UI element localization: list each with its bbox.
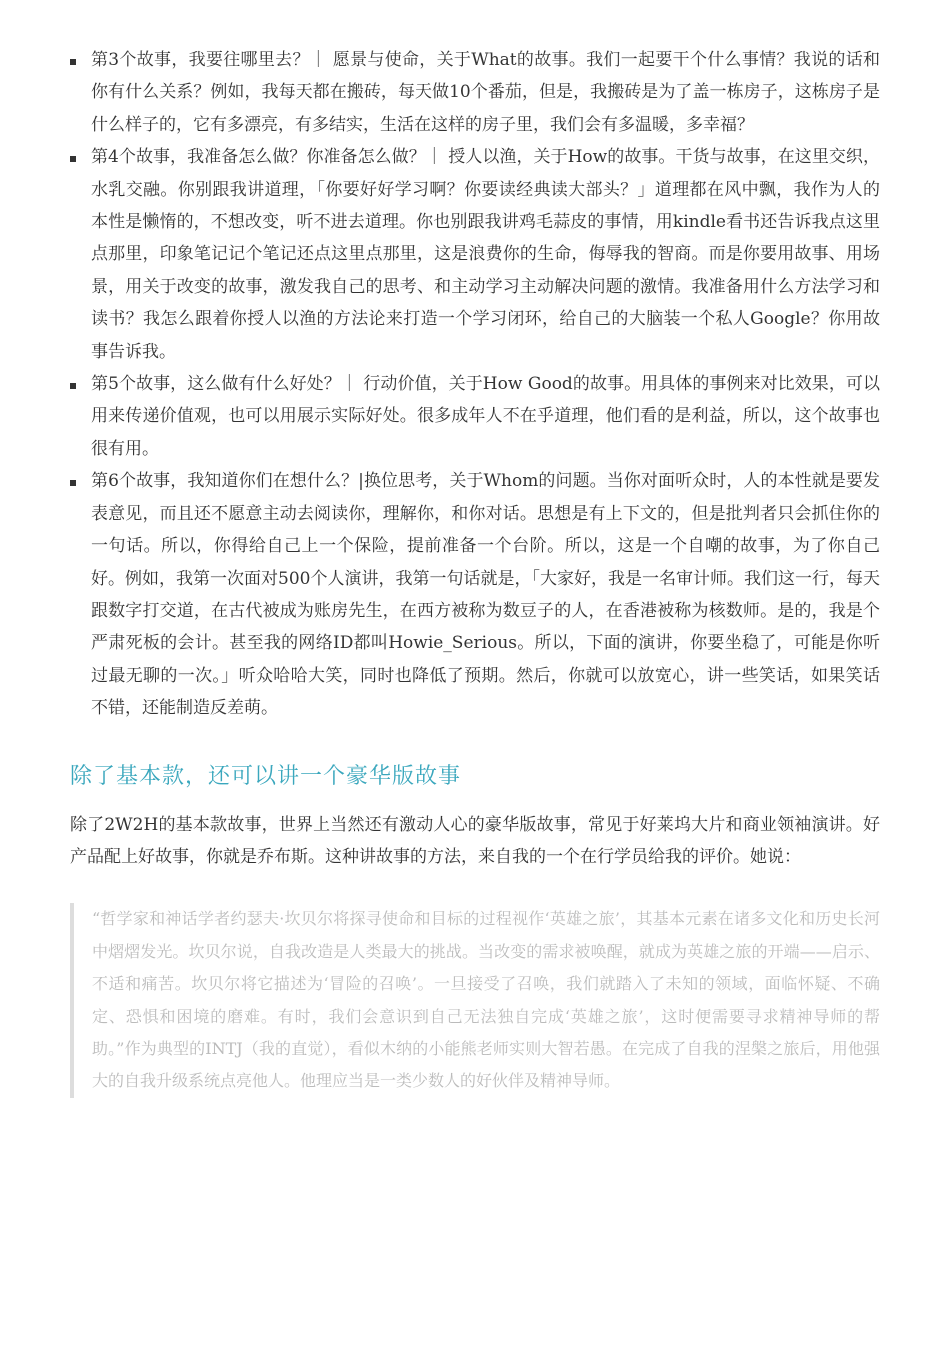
- quote-text: “哲学家和神话学者约瑟夫·坎贝尔将探寻使命和目标的过程视作‘英雄之旅’，其基本元素在诸多文化和历史长河中熠熠发光。坎贝尔说，自我改造是人类最大的挑战。当改变的需求被唤醒，就成为英雄之旅的开端——启示、不适和痛苦。坎贝尔将它描述为‘冒险的召唤’。一旦接受了召唤，我们就踏入了未知的领域，面临怀疑、不确定、恐惧和困境的磨难。有时，我们会意识到自己无法独自完成‘英雄之旅’，这时便需要寻求精神导师的帮助。”作为典型的INTJ（我的直觉），看似木纳的小能熊老师实则大智若愚。在完成了自我的涅槃之旅后，用他强大的自我升级系统点亮他人。他理应当是一类少数人的好伙伴及精神导师。: [92, 909, 880, 1091]
- list-item: [70, 44, 880, 141]
- square-bullet-icon: [70, 480, 76, 486]
- list-item-text: 第5个故事，这么做有什么好处？｜ 行动价值，关于How Good的故事。用具体的事例来对比效果，可以用来传递价值观，也可以用展示实际好处。很多成年人不在乎道理，他们看的是利益，所以，这个故事也很有用。: [91, 374, 880, 459]
- list-item: [70, 368, 880, 465]
- square-bullet-icon: [70, 156, 76, 162]
- list-item-text: 第4个故事，我准备怎么做？你准备怎么做？｜ 授人以渔，关于How的故事。干货与故事，在这里交织，水乳交融。你别跟我讲道理，「你要好好学习啊？你要读经典读大部头？」道理都在风中飘，我作为人的本性是懒惰的，不想改变，听不进去道理。你也别跟我讲鸡毛蒜皮的事情，用kindle看书还告诉我点这里点那里，印象笔记记个笔记还点这里点那里，这是浪费你的生命，侮辱我的智商。而是你要用故事、用场景，用关于改变的故事，激发我自己的思考、和主动学习主动解决问题的激情。我准备用什么方法学习和读书？我怎么跟着你授人以渔的方法论来打造一个学习闭环，给自己的大脑装一个私人Google？你用故事告诉我。: [91, 147, 880, 362]
- list-item-text: 第6个故事，我知道你们在想什么？|换位思考，关于Whom的问题。当你对面听众时，人的本性就是要发表意见，而且还不愿意主动去阅读你，理解你，和你对话。思想是有上下文的，但是批判者只会抓住你的一句话。所以，你得给自己上一个保险，提前准备一个台阶。所以，这是一个自嘲的故事，为了你自己好。例如，我第一次面对500个人演讲，我第一句话就是，「大家好，我是一名审计师。我们这一行，每天跟数字打交道，在古代被成为账房先生，在西方被称为数豆子的人，在香港被称为核数师。是的，我是个严肃死板的会计。甚至我的网络ID都叫Howie_Serious。所以，下面的演讲，你要坐稳了，可能是你听过最无聊的一次。」听众哈哈大笑，同时也降低了预期。然后，你就可以放宽心，讲一些笑话，如果笑话不错，还能制造反差萌。: [91, 471, 880, 719]
- document-page: [70, 44, 880, 1098]
- list-item-text: 第3个故事，我要往哪里去？｜ 愿景与使命，关于What的故事。我们一起要干个什么事情？我说的话和你有什么关系？例如，我每天都在搬砖，每天做10个番茄，但是，我搬砖是为了盖一栋房子，这栋房子是什么样子的，它有多漂亮，有多结实，生活在这样的房子里，我们会有多温暖，多幸福？: [91, 50, 880, 135]
- square-bullet-icon: [70, 383, 76, 389]
- list-item: [70, 465, 880, 724]
- list-item: [70, 141, 880, 368]
- square-bullet-icon: [70, 59, 76, 65]
- blockquote: [70, 903, 880, 1097]
- intro-paragraph: 除了2W2H的基本款故事，世界上当然还有激动人心的豪华版故事，常见于好莱坞大片和商业领袖演讲。好产品配上好故事，你就是乔布斯。这种讲故事的方法，来自我的一个在行学员给我的评价。她说：: [70, 814, 880, 867]
- story-list: [70, 44, 880, 725]
- section-heading: 除了基本款，还可以讲一个豪华版故事: [70, 763, 462, 789]
